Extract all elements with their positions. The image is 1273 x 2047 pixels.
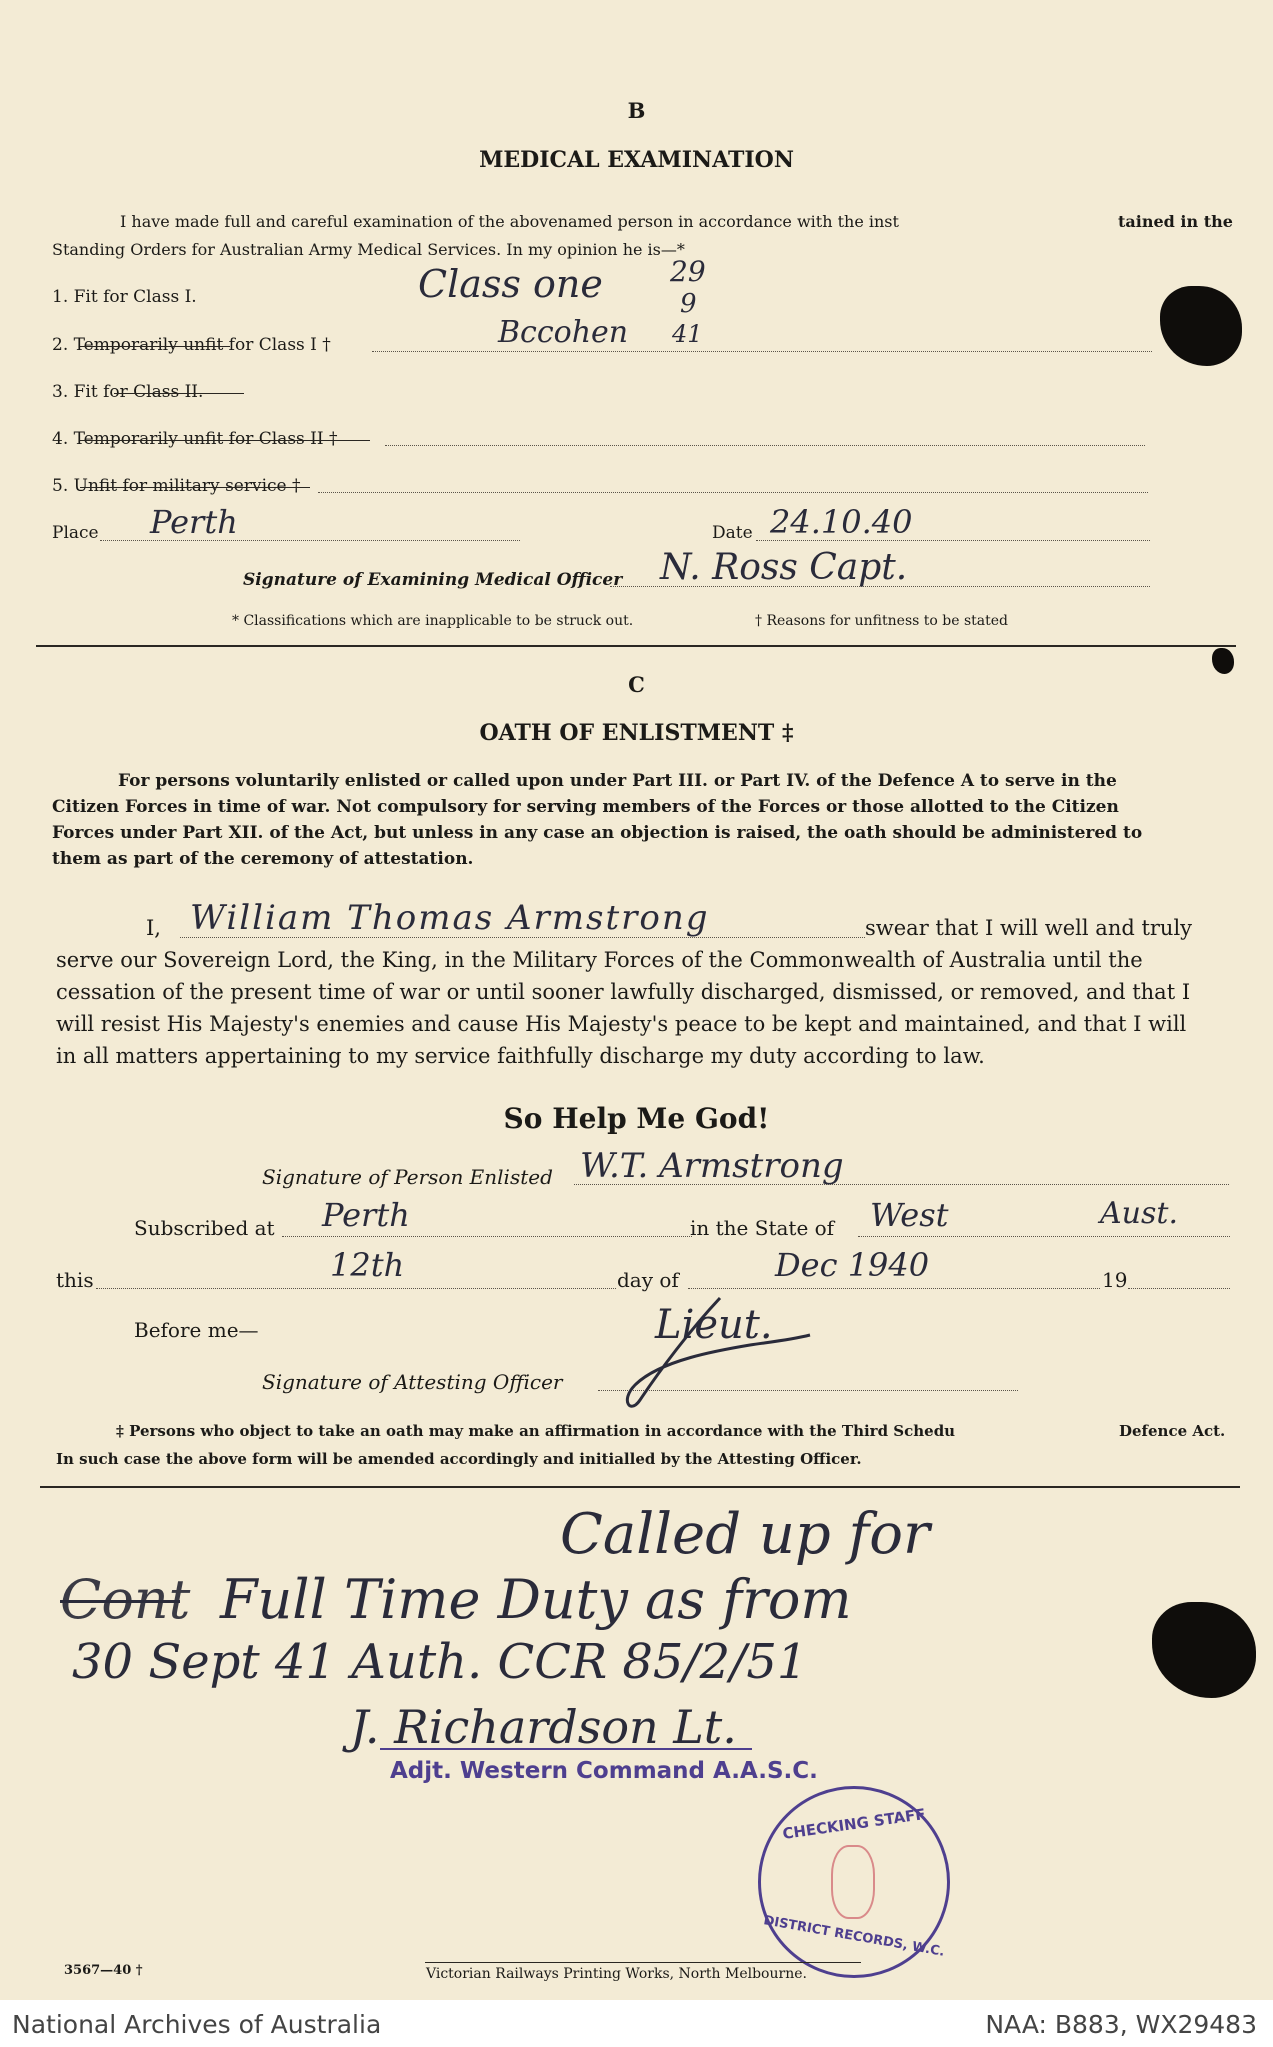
note-reasons: † Reasons for unfitness to be stated (755, 613, 1008, 629)
annotation-signature: J. Richardson Lt. (350, 1700, 737, 1754)
oath-line1-rest: swear that I will well and truly (865, 916, 1193, 940)
section-b-intro-line1: I have made full and careful examination of the abovenamed person in accordance with the inst (120, 212, 899, 231)
section-b-intro-line2: Standing Orders for Australian Army Medical Services. In my opinion he is—* (52, 240, 685, 259)
annotation-line3: 30 Sept 41 Auth. CCR 85/2/51 (72, 1634, 808, 1690)
section-b-intro-line1-end: tained in the (1118, 212, 1233, 231)
before-me-label: Before me— (134, 1318, 259, 1342)
handwritten-class: Class one (418, 262, 603, 306)
subscribed-label: Subscribed at (134, 1216, 275, 1240)
stamp-top-text: CHECKING STAFF (781, 1805, 927, 1843)
section-c-intro-2: Citizen Forces in time of war. Not compulsory for serving members of the Forces or those allotted to the Citizen (52, 797, 1119, 817)
annotation-line1: Called up for (560, 1502, 930, 1567)
ink-blot (1212, 648, 1234, 674)
note-struck-out: * Classifications which are inapplicable to be struck out. (232, 613, 634, 629)
attesting-signature-stroke (600, 1290, 860, 1420)
annotation-line2: Full Time Duty as from (220, 1568, 852, 1631)
oath-name: William Thomas Armstrong (190, 898, 710, 938)
date-label: Date (712, 523, 753, 543)
handwritten-date-mid: 9 (680, 289, 697, 319)
section-c-intro-3: Forces under Part XII. of the Act, but unless in any case an objection is raised, the oath should be administered to (52, 823, 1143, 843)
adjutant-stamp: Adjt. Western Command A.A.S.C. (390, 1758, 818, 1784)
this-value: 12th (330, 1246, 405, 1284)
archive-reference: NAA: B883, WX29483 (985, 2010, 1257, 2039)
handwritten-date-bottom: 41 (672, 320, 703, 348)
year-label: 19 (1102, 1268, 1128, 1292)
oath-line-2: serve our Sovereign Lord, the King, in the Military Forces of the Commonwealth of Australia until the (56, 948, 1143, 972)
date-value: 24.10.40 (770, 503, 913, 541)
handwritten-date-top: 29 (670, 255, 706, 288)
footnote-line1-end: Defence Act. (1119, 1422, 1226, 1440)
oath-prefix: I, (146, 916, 161, 940)
day-label: day of (617, 1268, 679, 1292)
place-value: Perth (150, 503, 238, 541)
stamp-bottom-text: DISTRICT RECORDS, W.C. (762, 1913, 946, 1960)
section-c-letter: C (628, 672, 645, 697)
state-value-2: Aust. (1100, 1196, 1178, 1231)
oath-line-5: in all matters appertaining to my service faithfully discharge my duty according to law. (56, 1044, 985, 1068)
annotation-strike: Cont (60, 1568, 191, 1631)
day-value: Dec 1940 (775, 1246, 930, 1284)
sig-enlisted-value: W.T. Armstrong (580, 1146, 844, 1186)
section-c-title: OATH OF ENLISTMENT ‡ (479, 720, 794, 746)
sig-enlisted-label: Signature of Person Enlisted (262, 1165, 553, 1189)
so-help-me-god: So Help Me God! (503, 1102, 770, 1135)
place-label: Place (52, 523, 99, 543)
handwritten-rank: Bccohen (498, 315, 629, 350)
section-c-intro-1: For persons voluntarily enlisted or called upon under Part III. or Part IV. of the Defence A to serve in the (118, 771, 1117, 791)
attesting-label: Signature of Attesting Officer (262, 1370, 563, 1394)
item-temp-unfit-class-2: 4. Temporarily unfit for Class II † (52, 429, 338, 449)
medical-signature-label: Signature of Examining Medical Officer (243, 570, 623, 590)
oath-line-3: cessation of the present time of war or until sooner lawfully discharged, dismissed, or removed, and that I (56, 980, 1191, 1004)
footnote-line1: ‡ Persons who object to take an oath may make an affirmation in accordance with the Third Schedu (116, 1422, 956, 1440)
item-fit-class-1: 1. Fit for Class I. (52, 287, 197, 307)
checking-staff-stamp (758, 1786, 950, 1978)
archive-footer (0, 2000, 1273, 2047)
state-value: West (870, 1196, 949, 1234)
item-fit-class-2: 3. Fit for Class II. (52, 382, 204, 402)
oath-line-4: will resist His Majesty's enemies and cause His Majesty's peace to be kept and maintained, and that I will (56, 1012, 1187, 1036)
section-c-intro-4: them as part of the ceremony of attestation. (52, 849, 474, 869)
item-unfit-military: 5. Unfit for military service † (52, 476, 301, 496)
medical-signature-value: N. Ross Capt. (660, 547, 908, 588)
this-label: this (56, 1268, 94, 1292)
archive-name: National Archives of Australia (12, 2010, 382, 2039)
section-b-letter: B (627, 98, 646, 123)
footnote-line2: In such case the above form will be amended accordingly and initialled by the Attesting Officer. (56, 1450, 862, 1468)
subscribed-value: Perth (322, 1196, 410, 1234)
printer-imprint: Victorian Railways Printing Works, North Melbourne. (426, 1966, 807, 1982)
state-label: in the State of (690, 1216, 835, 1240)
attesting-value: Lieut. (655, 1302, 773, 1348)
form-number: 3567—40 † (64, 1963, 143, 1978)
section-b-title: MEDICAL EXAMINATION (479, 147, 794, 173)
item-temp-unfit-class-1: 2. Temporarily unfit for Class I † (52, 335, 331, 355)
